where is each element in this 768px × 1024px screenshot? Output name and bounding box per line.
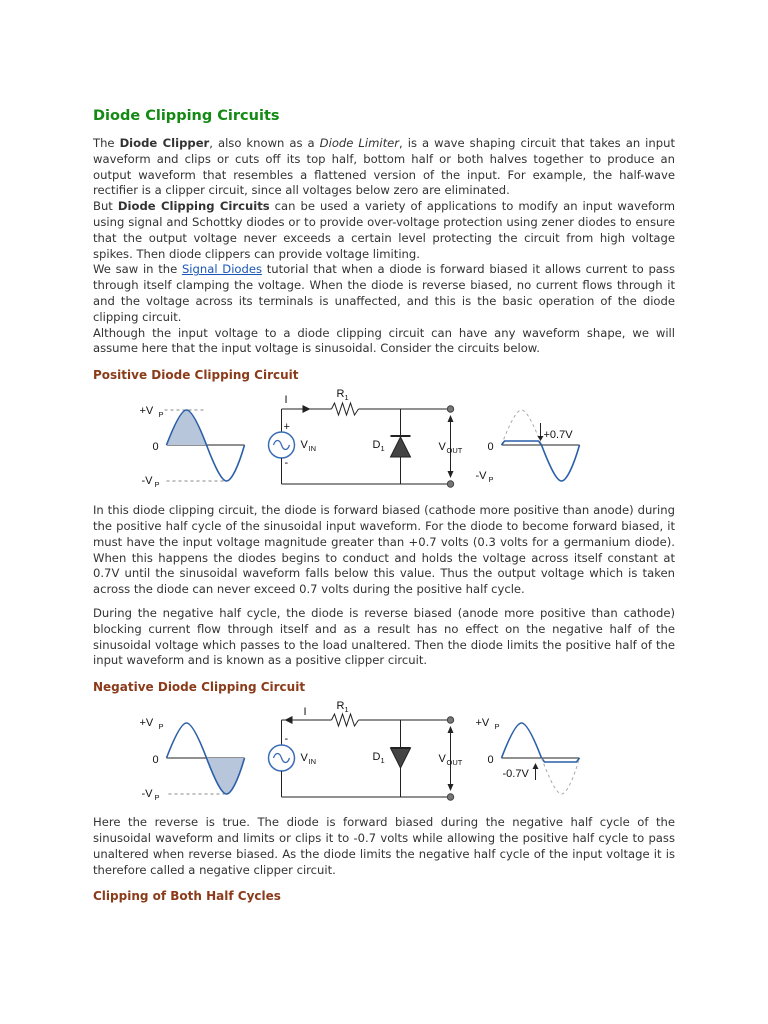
diode-sub: 1 xyxy=(380,444,385,454)
clipped-ghost-half xyxy=(502,410,542,445)
negative-circuit-schematic xyxy=(269,700,463,800)
current-label: I xyxy=(303,706,307,719)
current-arrow xyxy=(303,405,311,413)
vp-sub: P xyxy=(158,410,164,420)
vout-sub: OUT xyxy=(446,758,463,768)
vp-sub: P xyxy=(488,475,494,485)
vout-arrow-up xyxy=(448,415,454,422)
vp-sub: P xyxy=(154,793,160,803)
diode-sub: 1 xyxy=(380,756,385,766)
negative-clipper-diagram xyxy=(0,700,675,811)
vout-sub: OUT xyxy=(446,446,463,456)
diode-d1 xyxy=(391,748,411,768)
text: We saw in the xyxy=(93,262,182,277)
diode-label: D xyxy=(372,439,381,452)
output-terminal-bottom xyxy=(447,481,453,487)
term-diode-clipping-circuits: Diode Clipping Circuits xyxy=(117,199,270,214)
clip-level-label: -0.7V xyxy=(502,768,529,781)
positive-paragraph-1: In this diode clipping circuit, the diode is forward biased (cathode more positive than anode) during the positive half cycle of the sinusoidal input waveform. For the diode to become forward biased, it must have the input voltage magnitude greater than +0.7 volts (0.3 volts for a germanium diode). When this happens the diodes begins to conduct and holds the voltage across itself constant at 0.7V until the sinusoidal waveform falls below this value. Thus the output voltage which is taken across the diode can never exceed 0.7 volts during the positive half cycle. xyxy=(93,503,675,597)
text: tutorial that when a diode is forward biased it allows current to pass through itself clamping the voltage. When the diode is reverse biased, no current flows through it and the voltage across its terminals is unaffected, and this is the basic operation of the diode clipping circuit. xyxy=(93,262,675,324)
resistor-label: R xyxy=(336,388,345,401)
negative-output-waveform xyxy=(476,717,580,794)
text: , also known as a xyxy=(209,136,320,150)
article xyxy=(93,100,675,904)
positive-input-waveform xyxy=(140,405,245,489)
page-title: Diode Clipping Circuits xyxy=(93,108,280,124)
vout-label: V xyxy=(438,753,446,766)
zero-label: 0 xyxy=(152,754,159,767)
unaltered-negative-half xyxy=(542,445,580,481)
positive-output-waveform xyxy=(476,410,580,484)
vp-positive-label: +V xyxy=(139,717,154,730)
zero-label: 0 xyxy=(487,441,494,454)
vp-negative-label: -V xyxy=(141,788,153,801)
resistor-label: R xyxy=(336,700,345,713)
vout-label: V xyxy=(438,441,446,454)
signal-diodes-link[interactable]: Signal Diodes xyxy=(181,262,263,277)
vp-positive-label: +V xyxy=(139,405,154,418)
source-minus: - xyxy=(284,457,289,470)
text: can be used a variety of applications to modify an input waveform using signal and Schottky diodes or to provide over-voltage protection using zener diodes to ensure that the output voltage never exceeds a certain level protecting the circuit from high voltage spikes. Then diode clippers can provide voltage limiting. xyxy=(93,199,676,261)
text: But xyxy=(93,199,118,214)
zero-label: 0 xyxy=(152,441,159,454)
positive-half-fill xyxy=(167,410,207,445)
term-diode-clipper: Diode Clipper xyxy=(119,136,210,150)
vout-arrow-down xyxy=(448,784,454,791)
clipped-negative-half xyxy=(542,758,580,762)
vin-sub: IN xyxy=(308,757,316,767)
diode-label: D xyxy=(372,751,381,764)
vp-negative-label: -V xyxy=(475,470,487,483)
vp-sub: P xyxy=(158,722,164,732)
positive-clipper-diagram xyxy=(0,388,675,499)
output-terminal-bottom xyxy=(447,794,453,800)
positive-circuit-schematic xyxy=(269,388,463,487)
current-label: I xyxy=(284,394,288,407)
vp-sub: P xyxy=(154,480,160,490)
resistor-r1 xyxy=(332,403,359,415)
negative-clipper-heading: Negative Diode Clipping Circuit xyxy=(93,680,306,695)
diode-d1 xyxy=(391,437,411,457)
output-terminal-top xyxy=(447,406,453,412)
source-plus: + xyxy=(283,421,290,434)
vout-arrow-up xyxy=(448,726,454,733)
term-diode-limiter: Diode Limiter xyxy=(319,136,400,150)
current-arrow xyxy=(285,716,293,724)
intro-paragraph-2 xyxy=(93,199,675,262)
vin-label: V xyxy=(300,439,308,452)
both-halves-heading: Clipping of Both Half Cycles xyxy=(93,889,281,904)
vp-negative-label: -V xyxy=(141,475,153,488)
clip-level-label: +0.7V xyxy=(543,429,573,442)
intro-paragraph-4: Although the input voltage to a diode clipping circuit can have any waveform shape, we will assume here that the input voltage is sinusoidal. Consider the circuits below. xyxy=(93,325,675,356)
vin-sub: IN xyxy=(308,444,316,454)
resistor-r1 xyxy=(332,714,359,726)
clipped-positive-half xyxy=(502,441,542,445)
source-minus: - xyxy=(284,733,289,746)
vout-arrow-down xyxy=(448,471,454,478)
clip-arrowhead xyxy=(533,763,539,769)
negative-paragraph-1: Here the reverse is true. The diode is forward biased during the negative half cycle of the sinusoidal waveform and limits or clips it to -0.7 volts while allowing the positive half cycle to pass unaltered when reverse biased. As the diode limits the negative half cycle of the input voltage it is therefore called a negative clipper circuit. xyxy=(93,815,675,877)
unaltered-positive-half xyxy=(502,723,542,758)
positive-clipper-heading: Positive Diode Clipping Circuit xyxy=(93,368,299,383)
text: The xyxy=(93,136,120,150)
vin-label: V xyxy=(300,752,308,765)
positive-paragraph-2: During the negative half cycle, the diode is reverse biased (anode more positive than cathode) blocking current flow through itself and as a result has no effect on the negative half of the sinusoidal voltage which passes to the load unaltered. Then the diode limits the positive half of the input waveform and is known as a positive clipper circuit. xyxy=(93,605,675,668)
zero-label: 0 xyxy=(487,754,494,767)
vp-positive-label: +V xyxy=(475,717,490,730)
resistor-sub: 1 xyxy=(344,393,349,403)
intro-paragraph-3 xyxy=(93,262,675,325)
output-terminal-top xyxy=(447,717,453,723)
clipped-ghost-half xyxy=(542,758,580,794)
negative-input-waveform xyxy=(140,717,245,802)
intro-paragraph-1 xyxy=(93,136,675,199)
vp-sub: P xyxy=(494,722,500,732)
resistor-sub: 1 xyxy=(344,705,349,715)
text: , is a wave shaping circuit that takes an input waveform and clips or cuts off its top half, bottom half or both halves together to produce an output waveform that resembles a flattened version of the input. For example, the half-wave rectifier is a clipper circuit, since all voltages below zero are eliminated. xyxy=(93,136,675,198)
